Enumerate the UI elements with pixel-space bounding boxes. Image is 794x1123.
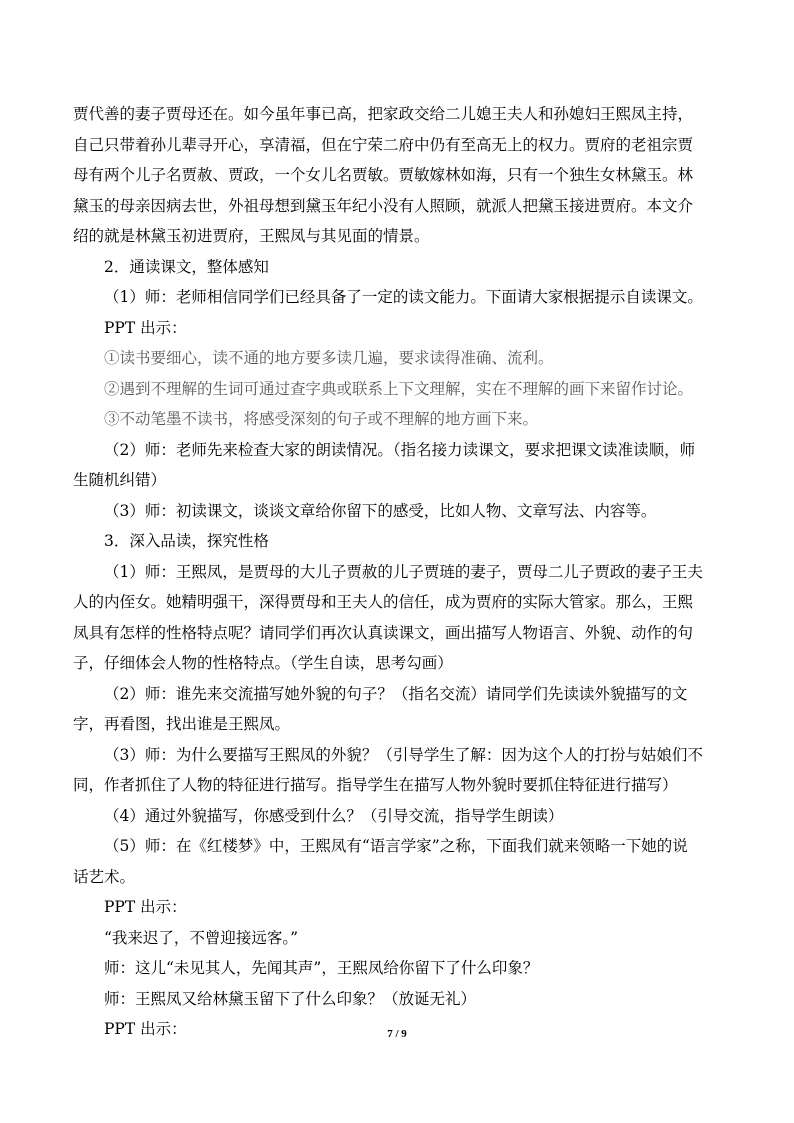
text-line: （4）通过外貌描写，你感受到什么？（引导交流，指导学生朗读） (104, 806, 564, 825)
text-line: 2．通读课文，整体感知 (104, 257, 269, 276)
text-line: （3）师：初读课文，谈谈文章给你留下的感受，比如人物、文章写法、内容等。 (104, 501, 657, 520)
text-line: 同，作者抓住了人物的特征进行描写。指导学生在描写人物外貌时要抓住特征进行描写） (73, 776, 678, 794)
text-line: PPT 出示： (104, 318, 187, 337)
text-line: 人的内侄女。她精明强干，深得贾母和王夫人的信任，成为贾府的实际大管家。那么，王熙 (73, 593, 694, 611)
page-number: 7 / 9 (387, 1028, 407, 1040)
text-line: 话艺术。 (73, 867, 136, 886)
text-line: （3）师：为什么要描写王熙凤的外貌？（引导学生了解：因为这个人的打扮与姑娘们不 (104, 745, 703, 764)
text-line: PPT 出示： (104, 898, 187, 916)
text-line: 凤具有怎样的性格特点呢？请同学们再次认真读课文，画出描写人物语言、外貌、动作的句 (73, 623, 694, 642)
text-line: （2）师：谁先来交流描写她外貌的句子？（指名交流）请同学们先读读外貌描写的文 (104, 684, 688, 703)
text-line: ②遇到不理解的生词可通过查字典或联系上下文理解，实在不理解的画下来留作讨论。 (104, 379, 694, 398)
text-line: 生随机纠错） (73, 471, 167, 489)
text-line: （1）师：老师相信同学们已经具备了一定的读文能力。下面请大家根据提示自读课文。 (104, 288, 703, 306)
text-line: 子，仔细体会人物的性格特点。（学生自读，思考勾画） (73, 654, 453, 672)
text-line: “我来迟了，不曾迎接远客。” (104, 928, 299, 947)
text-line: 字，再看图，找出谁是王熙凤。 (73, 715, 291, 733)
text-line: ③不动笔墨不读书，将感受深刻的句子或不理解的地方画下来。 (104, 410, 539, 428)
text-line: ①读书要细心，读不通的地方要多读几遍，要求读得准确、流利。 (104, 349, 554, 367)
text-line: 师：王熙凤又给林黛玉留下了什么印象？（放诞无礼） (104, 989, 477, 1008)
text-line: 黛玉的母亲因病去世，外祖母想到黛玉年纪小没有人照顾，就派人把黛玉接进贾府。本文介 (73, 196, 694, 215)
text-line: 师：这儿“未见其人，先闻其声”，王熙凤给你留下了什么印象？ (104, 959, 539, 977)
text-line: （5）师：在《红楼梦》中，王熙凤有“语言学家”之称，下面我们就来领略一下她的说 (104, 837, 688, 855)
text-line: PPT 出示： (104, 1020, 187, 1038)
document-body (73, 99, 733, 1045)
text-line: （2）师：老师先来检查大家的朗读情况。（指名接力读课文，要求把课文读准读顺，师 (104, 440, 696, 459)
text-line: 绍的就是林黛玉初进贾府，王熙凤与其见面的情景。 (73, 227, 430, 245)
text-line: 贾代善的妻子贾母还在。如今虽年事已高，把家政交给二儿媳王夫人和孙媳妇王熙凤主持， (73, 105, 694, 123)
text-line: 母有两个儿子名贾赦、贾政，一个女儿名贾敏。贾敏嫁林如海，只有一个独生女林黛玉。林 (73, 166, 694, 184)
text-line: （1）师：王熙凤，是贾母的大儿子贾赦的儿子贾琏的妻子，贾母二儿子贾政的妻子王夫 (104, 562, 703, 581)
text-line: 3．深入品读，探究性格 (104, 532, 269, 550)
text-line: 自己只带着孙儿辈寻开心，享清福，但在宁荣二府中仍有至高无上的权力。贾府的老祖宗贾 (73, 135, 694, 154)
